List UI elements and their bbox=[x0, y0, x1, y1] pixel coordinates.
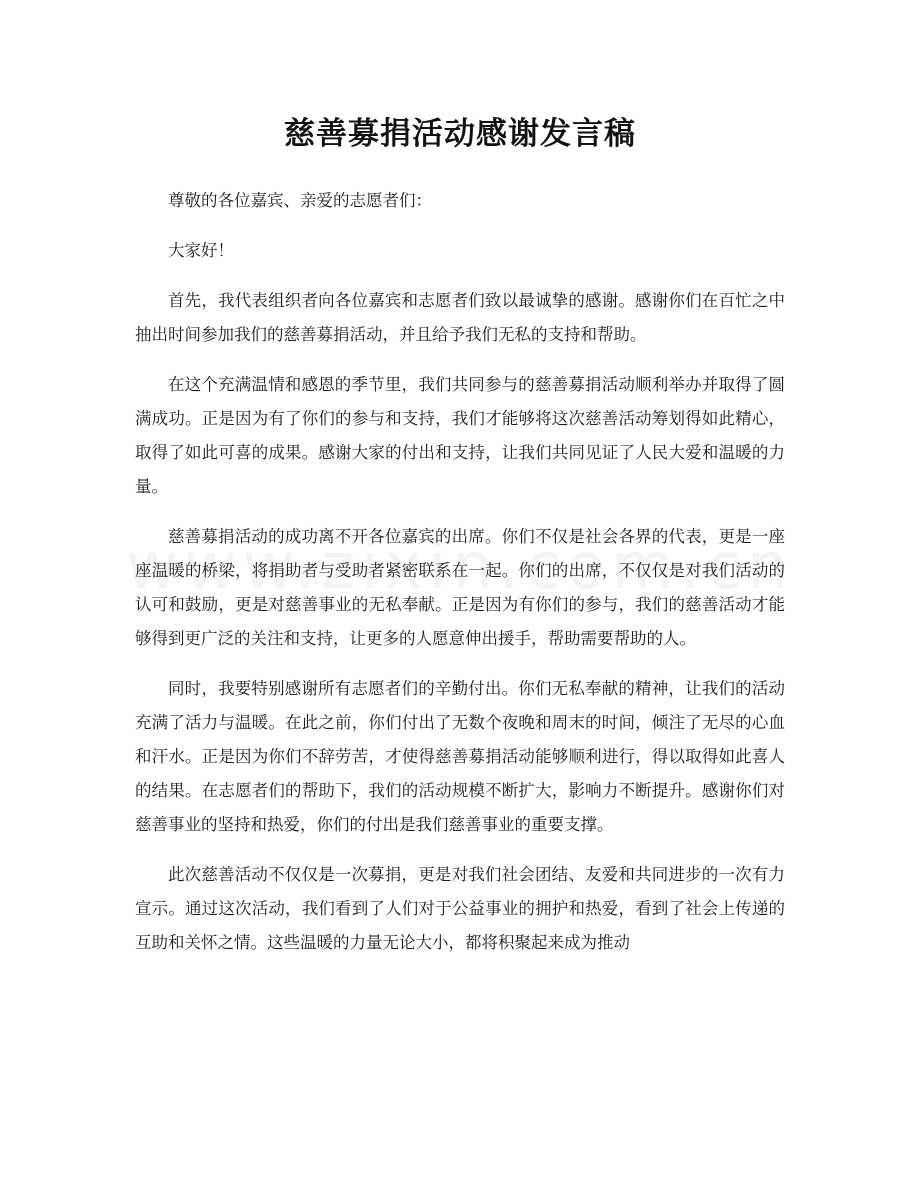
paragraph: 此次慈善活动不仅仅是一次募捐，更是对我们社会团结、友爱和共同进步的一次有力宣示。通过这次活动，我们看到了人们对于公益事业的拥护和热爱，看到了社会上传递的互助和关怀之情。这些温暖的力量无论大小，都将积聚起来成为推动 bbox=[135, 865, 785, 952]
salutation: 尊敬的各位嘉宾、亲爱的志愿者们： bbox=[168, 191, 432, 210]
paragraph: 慈善募捐活动的成功离不开各位嘉宾的出席。你们不仅是社会各界的代表，更是一座座温暖的桥梁，将捐助者与受助者紧密联系在一起。你们的出席，不仅仅是对我们活动的认可和鼓励，更是对慈善事业的无私奉献。正是因为有你们的参与，我们的慈善活动才能够得到更广泛的关注和支持，让更多的人愿意伸出援手，帮助需要帮助的人。 bbox=[135, 527, 785, 648]
paragraph: 在这个充满温情和感恩的季节里，我们共同参与的慈善募捐活动顺利举办并取得了圆满成功。正是因为有了你们的参与和支持，我们才能够将这次慈善活动筹划得如此精心，取得了如此可喜的成果。感谢大家的付出和支持，让我们共同见证了人民大爱和温暖的力量。 bbox=[135, 375, 785, 496]
greeting: 大家好！ bbox=[168, 241, 234, 260]
document-title: 慈善募捐活动感谢发言稿 bbox=[284, 116, 636, 152]
document-body bbox=[135, 184, 785, 976]
paragraph: 同时，我要特别感谢所有志愿者们的辛勤付出。你们无私奉献的精神，让我们的活动充满了活力与温暖。在此之前，你们付出了无数个夜晚和周末的时间，倾注了无尽的心血和汗水。正是因为你们不辞劳苦，才使得慈善募捐活动能够顺利进行，得以取得如此喜人的结果。在志愿者们的帮助下，我们的活动规模不断扩大，影响力不断提升。感谢你们对慈善事业的坚持和热爱，你们的付出是我们慈善事业的重要支撑。 bbox=[135, 679, 785, 834]
paragraph: 首先，我代表组织者向各位嘉宾和志愿者们致以最诚挚的感谢。感谢你们在百忙之中抽出时间参加我们的慈善募捐活动，并且给予我们无私的支持和帮助。 bbox=[135, 291, 785, 344]
